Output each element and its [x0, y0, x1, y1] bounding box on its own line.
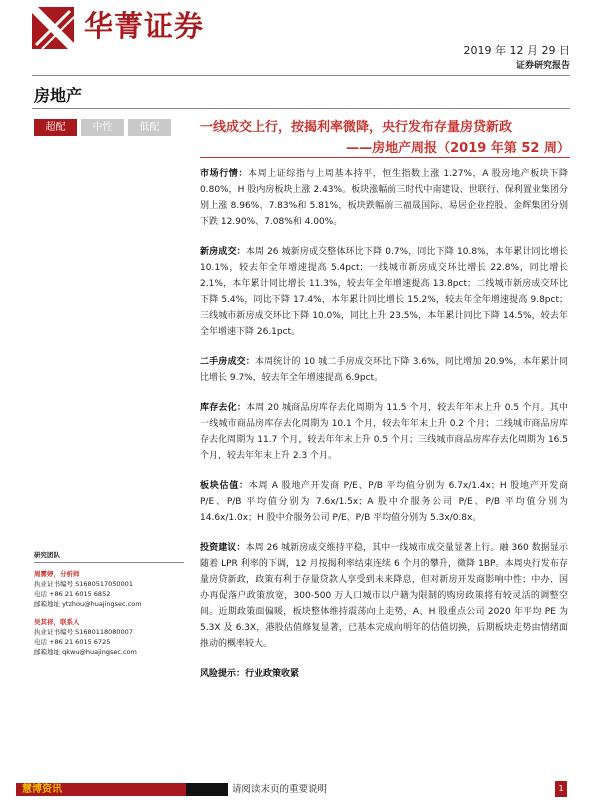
analyst-name: 吴其祥，联系人: [34, 618, 80, 626]
brand-name: 华菁证券: [84, 9, 205, 43]
rating-tags: [34, 119, 175, 136]
analyst-card: [34, 617, 184, 657]
analyst-name: 周雾婷，分析师: [34, 570, 80, 578]
divider: [32, 108, 570, 109]
footer-notice: 请阅读末页的重要说明: [232, 784, 328, 795]
analyst-license: 执业证书编号 S1680517050001: [34, 580, 133, 588]
section-market: 市场行情：本周上证综指与上周基本持平，恒生指数上涨 1.27%，A 股房地产板块下降 0.80%，H 股内房板块上涨 2.43%。板块涨幅前三时代中南建设、世联行、保利置业集团分别上涨 8.96%、7.83%和 5.81%，板块跌幅前三福晟国际、易居企业控股、金辉集团分别下跌 12.90%、7.08%和 4.00%。: [200, 169, 568, 227]
title-divider: [200, 157, 570, 158]
footer-bar-dark: [186, 783, 228, 796]
analyst-card: [34, 569, 184, 609]
analyst-email[interactable]: 邮箱地址 ytzhou@huajingsec.com: [34, 600, 142, 608]
report-body: [200, 166, 568, 696]
page-number: 1: [555, 781, 567, 797]
analyst-email[interactable]: 邮箱地址 qkwu@huajingsec.com: [34, 648, 137, 656]
divider: [32, 75, 570, 76]
section-second-hand: 二手房成交：本周统计的 10 城二手房成交环比下降 3.6%，同比增加 20.9%，本年累计同比增长 9.7%，较去年全年增速提高 6.9pct。: [200, 357, 568, 383]
research-team: [34, 550, 184, 665]
section-inventory: 库存去化：本周 20 城商品房库存去化周期为 11.5 个月，较去年年末上升 0.5 个月。其中一线城市商品房库存去化周期为 10.1 个月，较去年年末上升 0.2 个月；二线城市商品房库存去化周期为 11.7 个月，较去年年末上升 0.5 个月；三线城市商品房库存去化周期为 16.5 个月，较去年年末上升 2.3 个月。: [200, 403, 568, 461]
team-title: 研究团队: [34, 550, 184, 563]
rating-neutral: 中性: [81, 119, 124, 136]
company-logo-icon: [32, 7, 74, 49]
rating-underweight: 低配: [128, 119, 171, 136]
analyst-phone: 电话 +86 21 6015 6852: [34, 590, 111, 598]
report-date: 2019 年 12 月 29 日: [463, 44, 570, 57]
footer-watermark: 慧博资讯: [22, 784, 62, 795]
section-recommendation: 投资建议：本周 26 城新房成交维持平稳，其中一线城市成交量显著上行。融 360 数据显示随着 LPR 利率的下调，12 月按揭利率结束连续 6 个月的攀升，微降 1BP。本周央行发布存量房贷新政，政策有利于存量贷款人享受到未来降息，但对新房开发商影响中性；中办、国办再促落户政策放宽，300-500 万人口城市以户籍为限制的购房政策将有较灵活的调整空间。近期政策面偏暖，板块整体维持震荡向上走势，A、H 股重点公司 2020 年平均 PE 为 5.3X 及 6.3X，港股估值修复显著，已基本完成向明年的估值切换，后期板块走势由情绪面推动的概率较大。: [200, 543, 568, 649]
report-subtitle: ——房地产周报（2019 年第 52 周）: [346, 141, 570, 156]
sector-title: 房地产: [34, 86, 83, 105]
section-new-homes: 新房成交：本周 26 城新房成交整体环比下降 0.7%，同比下降 10.8%，本年累计同比增长 10.1%，较去年全年增速提高 5.4pct；一线城市新房成交环比增长 22.8%，同比增长 2.1%，本年累计同比增长 11.3%，较去年全年增速提高 13.8pct；二线城市新房成交环比下降 5.4%，同比下降 17.4%，本年累计同比增长 15.2%，较去年全年增速提高 9.8pct；三线城市新房成交环比下降 10.0%，同比上升 23.5%，本年累计同比下降 14.5%，较去年全年增速下降 26.1pct。: [200, 247, 568, 337]
analyst-license: 执业证书编号 S1680118080007: [34, 628, 133, 636]
section-valuation: 板块估值：本周 A 股地产开发商 P/E、P/B 平均值分别为 6.7x/1.4x；H 股地产开发商 P/E、P/B 平均值分别为 7.6x/1.5x；A 股中介服务公司 P/E、P/B 平均值分别为 14.6x/1.0x；H 股中介服务公司 P/E、P/B 平均值分别为 5.3x/0.8x。: [200, 481, 568, 523]
rating-overweight: 超配: [34, 119, 77, 136]
section-risk: 风险提示：行业政策收紧: [200, 669, 300, 679]
report-type: 证券研究报告: [515, 61, 570, 71]
report-title: 一线成交上行，按揭利率微降，央行发布存量房贷新政: [200, 120, 513, 135]
analyst-phone: 电话 +86 21 6015 6725: [34, 638, 111, 646]
